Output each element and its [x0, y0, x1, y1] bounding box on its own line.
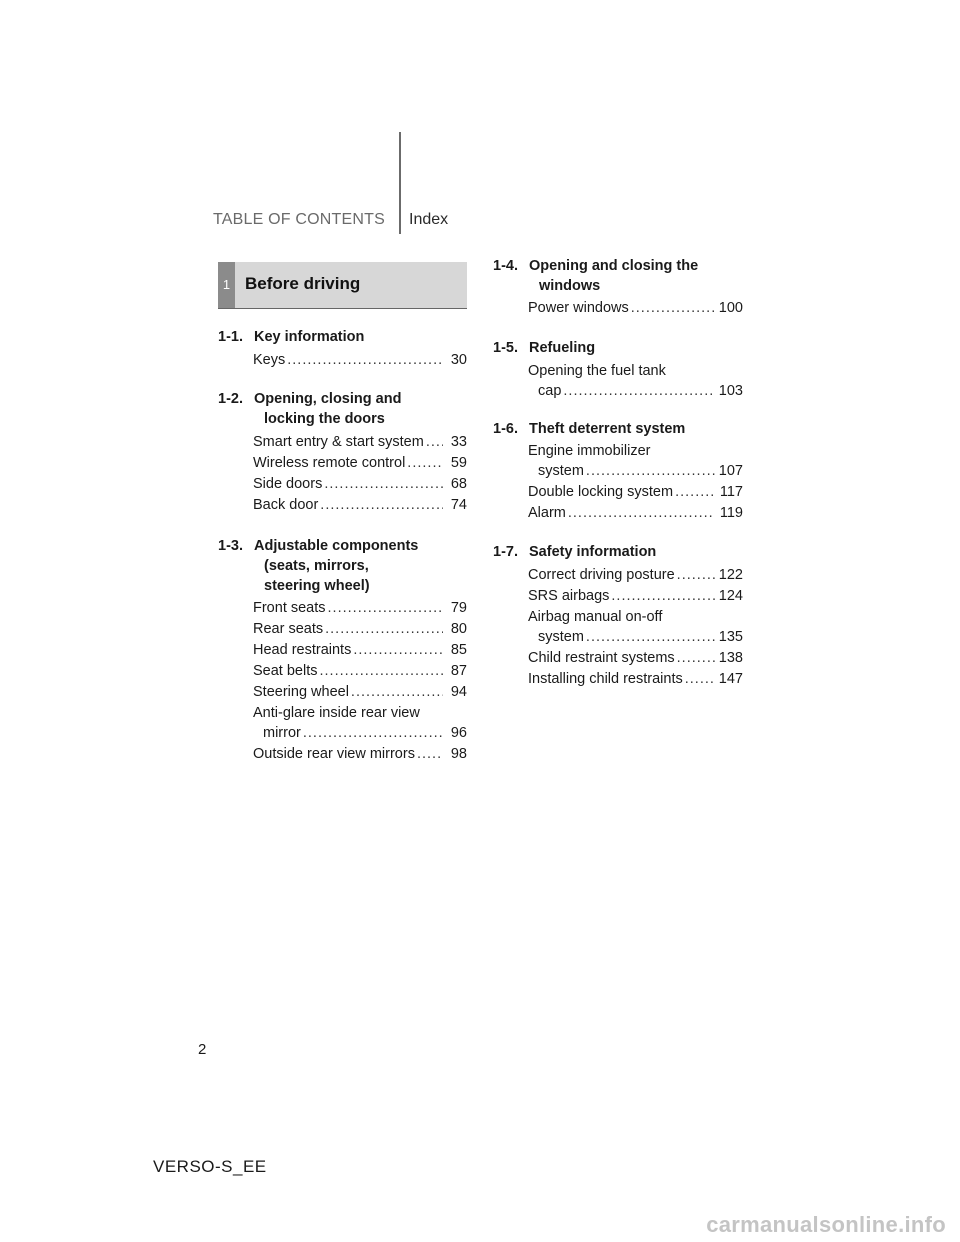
entry-label-cont: system — [538, 463, 584, 479]
entry-page: 80 — [450, 621, 467, 637]
leader-dots — [561, 381, 715, 401]
toc-entry-wireless-remote[interactable] — [253, 453, 467, 473]
entry-label: Rear seats — [253, 621, 324, 637]
leader-dots — [683, 669, 715, 689]
leader-dots — [415, 744, 443, 764]
toc-entry-alarm[interactable] — [528, 503, 743, 523]
leader-dots — [566, 503, 715, 523]
toc-entry-anti-glare-mirror[interactable] — [253, 703, 467, 743]
entry-label: Keys — [253, 352, 286, 368]
leader-dots — [673, 482, 715, 502]
toc-entry-side-doors[interactable] — [253, 474, 467, 494]
entry-label: Seat belts — [253, 663, 318, 679]
leader-dots — [322, 474, 443, 494]
section-title: Key information — [254, 329, 365, 345]
leader-dots — [609, 586, 715, 606]
toc-entry-smart-entry[interactable] — [253, 432, 467, 452]
toc-entry-installing-restraints[interactable] — [528, 669, 743, 689]
leader-dots — [629, 298, 715, 318]
entry-page: 103 — [718, 383, 743, 399]
entry-page: 119 — [719, 505, 743, 521]
entry-page: 135 — [718, 629, 743, 645]
section-title-cont: locking the doors — [264, 411, 385, 427]
section-title: Safety information — [529, 544, 657, 560]
entry-label: Opening the fuel tank — [528, 363, 666, 379]
entry-label: Wireless remote control — [253, 455, 406, 471]
section-title: Refueling — [529, 340, 596, 356]
entry-page: 124 — [718, 588, 743, 604]
toc-entry-fuel-tank-cap[interactable] — [528, 361, 743, 401]
leader-dots — [323, 619, 443, 639]
chapter-banner — [218, 262, 467, 308]
section-title: Opening, closing and — [254, 391, 402, 407]
section-title: Opening and closing the — [529, 258, 699, 274]
entry-page: 117 — [719, 484, 743, 500]
section-number: 1-7. — [493, 544, 518, 560]
section-heading-1-1[interactable] — [218, 327, 467, 347]
entry-label: Installing child restraints — [528, 671, 683, 687]
leader-dots — [584, 627, 715, 647]
leader-dots — [318, 661, 444, 681]
toc-entry-keys[interactable] — [253, 350, 467, 370]
toc-entries-1-7 — [528, 565, 743, 689]
entry-page: 87 — [450, 663, 467, 679]
entry-page: 138 — [718, 650, 743, 666]
entry-label: Alarm — [528, 505, 566, 521]
entry-label: Double locking system — [528, 484, 674, 500]
document-code: VERSO-S_EE — [153, 1157, 267, 1176]
section-title-cont: steering wheel) — [264, 578, 370, 594]
section-heading-1-5[interactable] — [493, 338, 745, 358]
entry-label: Outside rear view mirrors — [253, 746, 415, 762]
entry-page: 74 — [450, 497, 467, 513]
entry-page: 59 — [450, 455, 467, 471]
toc-entry-rear-seats[interactable] — [253, 619, 467, 639]
toc-entry-outside-mirrors[interactable] — [253, 744, 467, 764]
page-number: 2 — [198, 1041, 207, 1058]
entry-label-cont: cap — [538, 383, 562, 399]
toc-entry-steering-wheel[interactable] — [253, 682, 467, 702]
entry-page: 107 — [718, 463, 743, 479]
section-heading-1-7[interactable] — [493, 542, 745, 562]
entry-page: 147 — [718, 671, 743, 687]
section-number: 1-3. — [218, 538, 243, 554]
section-heading-1-4[interactable] — [493, 256, 745, 296]
leader-dots — [675, 565, 715, 585]
entry-label: Back door — [253, 497, 319, 513]
toc-entry-seat-belts[interactable] — [253, 661, 467, 681]
section-number: 1-2. — [218, 391, 243, 407]
section-heading-1-3[interactable] — [218, 536, 467, 596]
entry-label: Engine immobilizer — [528, 443, 651, 459]
entry-label: Smart entry & start system — [253, 434, 424, 450]
section-number: 1-4. — [493, 258, 518, 274]
toc-entry-driving-posture[interactable] — [528, 565, 743, 585]
entry-label: Front seats — [253, 600, 326, 616]
toc-entries-1-3 — [253, 598, 467, 764]
section-title: Adjustable components — [254, 538, 419, 554]
leader-dots — [424, 432, 443, 452]
entry-label: Correct driving posture — [528, 567, 675, 583]
toc-entry-front-seats[interactable] — [253, 598, 467, 618]
toc-entry-srs-airbags[interactable] — [528, 586, 743, 606]
leader-dots — [301, 723, 443, 743]
entry-page: 68 — [450, 476, 467, 492]
index-link[interactable]: Index — [409, 211, 449, 228]
entry-page: 30 — [450, 352, 467, 368]
leader-dots — [675, 648, 715, 668]
entry-label: Power windows — [528, 300, 629, 316]
chapter-title: Before driving — [245, 274, 361, 293]
entry-label-cont: mirror — [263, 725, 301, 741]
entry-page: 94 — [450, 684, 467, 700]
leader-dots — [318, 495, 443, 515]
watermark: carmanualsonline.info — [706, 1212, 946, 1237]
nav-divider — [399, 132, 401, 234]
toc-entry-power-windows[interactable] — [528, 298, 743, 318]
entry-label: Steering wheel — [253, 684, 349, 700]
leader-dots — [349, 682, 443, 702]
toc-entry-back-door[interactable] — [253, 495, 467, 515]
toc-entry-airbag-switch[interactable] — [528, 607, 743, 647]
entry-page: 96 — [450, 725, 467, 741]
toc-entry-engine-immobilizer[interactable] — [528, 441, 743, 481]
leader-dots — [285, 350, 443, 370]
toc-entries-1-2 — [253, 432, 467, 515]
entry-page: 85 — [450, 642, 467, 658]
section-title-cont: (seats, mirrors, — [264, 558, 369, 574]
entry-page: 33 — [450, 434, 467, 450]
section-title-cont: windows — [539, 278, 601, 294]
entry-page: 79 — [450, 600, 467, 616]
entry-label: Side doors — [253, 476, 323, 492]
leader-dots — [584, 461, 715, 481]
entry-label-cont: system — [538, 629, 584, 645]
entry-label: Head restraints — [253, 642, 352, 658]
entry-page: 122 — [718, 567, 743, 583]
toc-entry-double-locking[interactable] — [528, 482, 743, 502]
leader-dots — [326, 598, 443, 618]
section-number: 1-6. — [493, 421, 518, 437]
chapter-number: 1 — [222, 277, 231, 292]
section-number: 1-5. — [493, 340, 518, 356]
entry-page: 98 — [450, 746, 467, 762]
section-title: Theft deterrent system — [529, 421, 686, 437]
entry-label: Anti-glare inside rear view — [253, 705, 420, 721]
section-heading-1-2[interactable] — [218, 389, 467, 429]
entry-label: Child restraint systems — [528, 650, 675, 666]
entry-page: 100 — [718, 300, 743, 316]
section-number: 1-1. — [218, 329, 243, 345]
entry-label: Airbag manual on-off — [528, 609, 663, 625]
toc-entry-head-restraints[interactable] — [253, 640, 467, 660]
table-of-contents-link[interactable]: TABLE OF CONTENTS — [212, 211, 385, 228]
banner-underline — [218, 308, 467, 309]
leader-dots — [351, 640, 443, 660]
section-heading-1-6[interactable] — [493, 419, 745, 439]
toc-entries-1-6 — [528, 441, 743, 523]
leader-dots — [405, 453, 443, 473]
entry-label: SRS airbags — [528, 588, 610, 604]
toc-entry-child-restraints[interactable] — [528, 648, 743, 668]
